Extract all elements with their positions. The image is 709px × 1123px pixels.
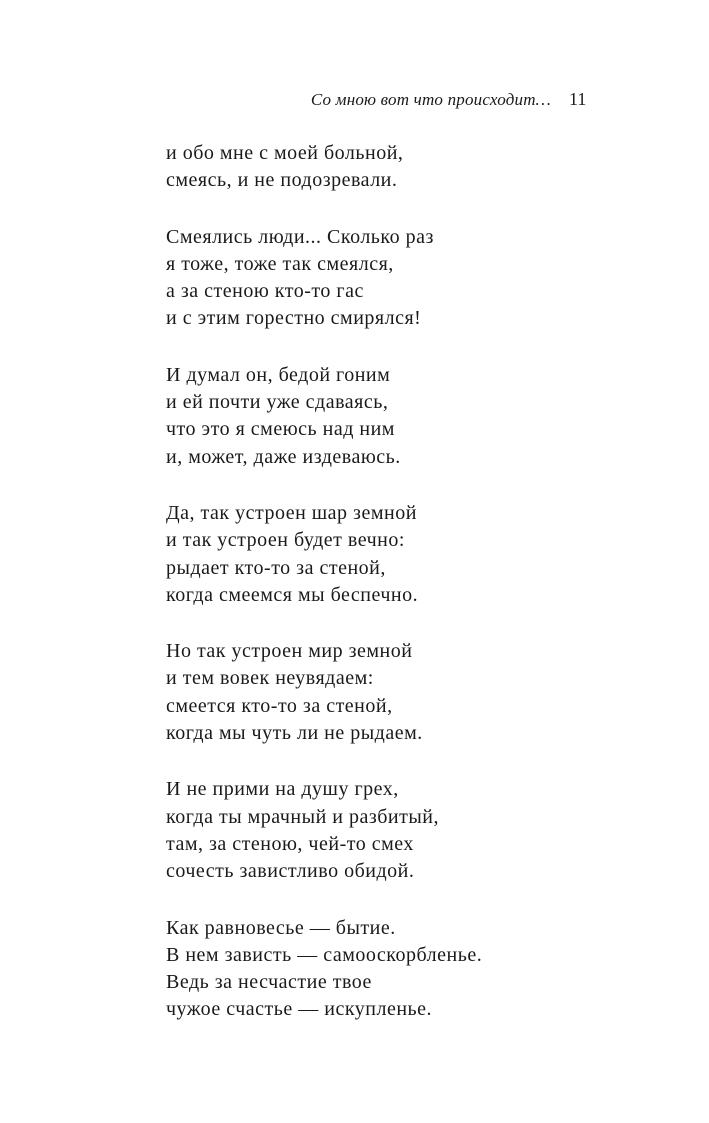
poem-line: Как равновесье — бытие. bbox=[166, 916, 396, 939]
stanza-7 bbox=[166, 915, 586, 1024]
poem-line: Ведь за несчастие твое bbox=[166, 971, 372, 994]
stanza-1 bbox=[166, 140, 586, 195]
poem-line: сочесть завистливо обидой. bbox=[166, 860, 415, 883]
poem-line: когда мы чуть ли не рыдаем. bbox=[166, 722, 423, 745]
poem-line: смеясь, и не подозревали. bbox=[166, 169, 398, 192]
poem-line: я тоже, тоже так смеялся, bbox=[166, 252, 394, 275]
poem-line: и так устроен будет вечно: bbox=[166, 529, 405, 552]
poem-line: а за стеною кто-то гас bbox=[166, 280, 364, 303]
stanza-3 bbox=[166, 362, 586, 471]
poem-line: и ей почти уже сдаваясь, bbox=[166, 391, 389, 414]
poem-line: Но так устроен мир земной bbox=[166, 640, 413, 663]
poem-line: и обо мне с моей больной, bbox=[166, 142, 404, 164]
stanza-6 bbox=[166, 776, 586, 885]
poem-line: когда смеемся мы беспечно. bbox=[166, 583, 419, 606]
poem-body bbox=[166, 140, 586, 1053]
poem-line: В нем зависть — самооскорбленье. bbox=[166, 943, 483, 966]
poem-line: смеется кто-то за стеной, bbox=[166, 694, 393, 717]
poem-line: и тем вовек неувядаем: bbox=[166, 667, 374, 690]
poem-line: И не прими на душу грех, bbox=[166, 778, 399, 801]
poem-line: чужое счастье — искупленье. bbox=[166, 998, 433, 1021]
poem-line: что это я смеюсь над ним bbox=[166, 418, 395, 441]
poem-line: И думал он, бедой гоним bbox=[166, 363, 391, 386]
poem-line: Да, так устроен шар земной bbox=[166, 501, 417, 524]
poem-line: и с этим горестно смирялся! bbox=[166, 307, 422, 330]
poem-line: когда ты мрачный и разбитый, bbox=[166, 805, 440, 828]
poem-line: и, может, даже издеваюсь. bbox=[166, 445, 401, 468]
running-title: Со мною вот что происходит… bbox=[310, 90, 551, 109]
poem-line: рыдает кто-то за стеной, bbox=[166, 556, 386, 579]
page-number: 11 bbox=[569, 89, 587, 109]
stanza-2 bbox=[166, 224, 586, 333]
running-head bbox=[0, 88, 709, 114]
stanza-5 bbox=[166, 638, 586, 747]
stanza-4 bbox=[166, 500, 586, 609]
poem-line: там, за стеною, чей-то смех bbox=[166, 832, 414, 855]
poem-line: Смеялись люди... Сколько раз bbox=[166, 225, 434, 248]
